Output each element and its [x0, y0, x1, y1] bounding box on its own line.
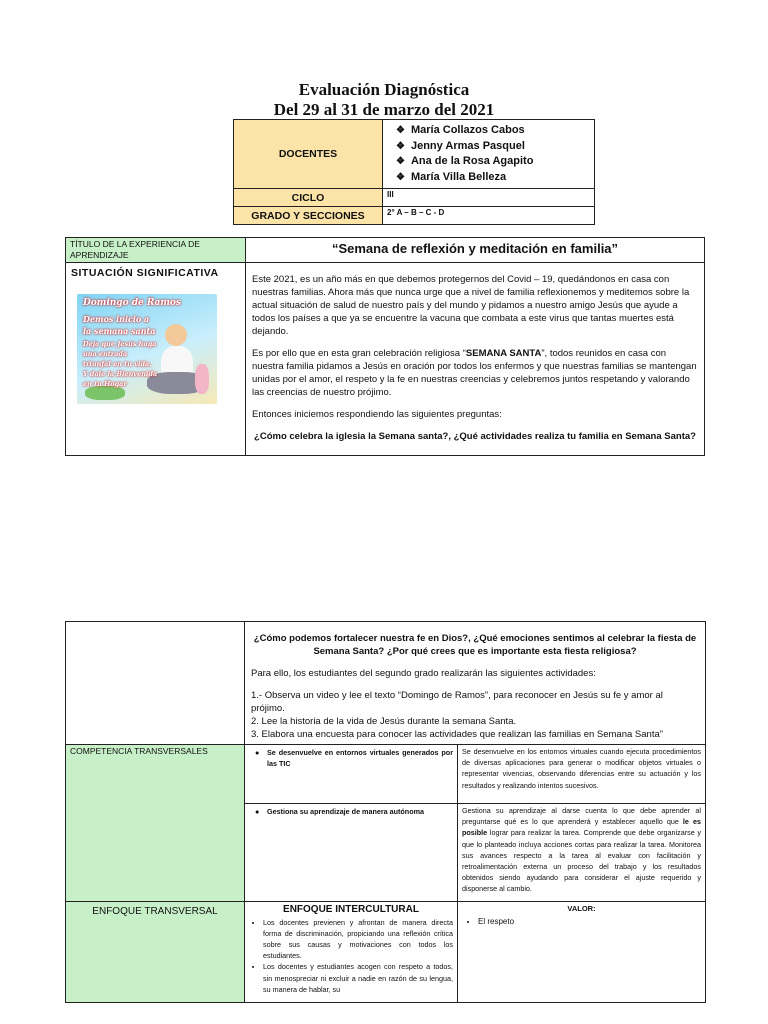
questions-2: ¿Cómo podemos fortalecer nuestra fe en Dios?, ¿Qué emociones sentimos al celebrar la fiesta de Semana Santa? ¿Por qué crees que es importante esta fiesta religiosa?	[253, 633, 697, 657]
enfoque-cell	[245, 901, 458, 1003]
activity-3: 3. Elabora una encuesta para conocer las actividades que realizan las familias en Semana Santa”	[251, 729, 663, 740]
enfoque-label: ENFOQUE TRANSVERSAL	[66, 901, 245, 1003]
grado-label: GRADO Y SECCIONES	[234, 207, 383, 225]
grado-value: 2° A – B – C - D	[383, 207, 595, 225]
valor-cell	[458, 901, 706, 1003]
bullet-icon: ❖	[396, 125, 405, 136]
ciclo-label: CICLO	[234, 189, 383, 207]
activities-intro: Para ello, los estudiantes del segundo grado realizarán las siguientes actividades:	[251, 668, 596, 679]
domingo-de-ramos-image	[77, 294, 217, 404]
situacion-text-cell	[246, 263, 705, 456]
header-table	[233, 119, 595, 225]
valor-item: • El respeto	[478, 917, 701, 926]
enfoque-item: • Los docentes previenen y afrontan de manera directa forma de discriminación, propiciando una reflexión crítica sobre sus causas y motivaciones con todos los estudiantes.	[263, 917, 453, 962]
image-caption-line: Y dale la Bienvenida	[83, 370, 158, 378]
palm-leaves	[85, 386, 125, 400]
activity-1: 1.- Observa un video y lee el texto “Domingo de Ramos”, para reconocer en Jesús su fe y amor al prójimo.	[251, 690, 663, 714]
experience-title: “Semana de reflexión y meditación en familia”	[246, 238, 705, 263]
image-caption-line: Demos inicio a	[83, 314, 150, 324]
enfoque-title: ENFOQUE INTERCULTURAL	[283, 903, 419, 915]
activities-table	[65, 621, 706, 1003]
situacion-paragraph-3: Entonces iniciemos respondiendo las siguientes preguntas:	[252, 409, 502, 420]
questions-1: ¿Cómo celebra la iglesia la Semana santa?, ¿Qué actividades realiza tu familia en Semana Santa?	[254, 431, 696, 442]
situacion-label: SITUACIÓN SIGNIFICATIVA	[71, 267, 219, 279]
docentes-list	[384, 121, 593, 187]
enfoque-item: • Los docentes y estudiantes acogen con respeto a todos, sin menospreciar ni excluir a nadie en razón de su lengua, su manera de hablar, su	[263, 961, 453, 995]
bullet-icon: ❖	[396, 171, 405, 183]
docentes-cell	[383, 120, 595, 189]
image-caption-line: Deja que Jesús haga	[83, 340, 157, 348]
experience-table	[65, 237, 705, 456]
docentes-label: DOCENTES	[234, 120, 383, 189]
docente-item: ❖ María Villa Belleza	[396, 170, 507, 183]
enfoque-list	[249, 917, 453, 995]
bullet-icon: ❖	[396, 156, 405, 167]
valor-list	[462, 917, 701, 926]
docente-item: ❖ Jenny Armas Pasquel	[396, 139, 525, 152]
document-title: Evaluación Diagnóstica	[298, 80, 470, 99]
valor-label: VALOR:	[567, 903, 596, 913]
competencia-2-cell	[245, 804, 458, 902]
docente-item: ❖ Ana de la Rosa Agapito	[396, 155, 534, 167]
situacion-paragraph-2: Es por ello que en esta gran celebración religiosa “SEMANA SANTA”, todos reunidos en casa con nuestra familia pidamos a Jesús en oración por todos los enfermos y que nuestras familias se mantengan unidas por el amor, el respeto y la fe en nuestras creencias y celebremos juntos respetando y valorando las creencias de nuestro prójimo.	[252, 348, 697, 398]
competencia-1-cell	[245, 745, 458, 804]
image-caption-line: Domingo de Ramos	[83, 298, 181, 308]
image-caption-line: triunfal en tu vida.	[83, 360, 152, 368]
document-subtitle: Del 29 al 31 de marzo del 2021	[273, 100, 495, 119]
image-caption-line: en tu Hogar	[83, 380, 127, 388]
competencia-2: ● Gestiona su aprendizaje de manera autónoma	[255, 807, 424, 816]
child-figure	[195, 364, 209, 394]
competencia-1-desc: Se desenvuelve en los entornos virtuales cuando ejecuta procedimientos de diversas aplicaciones para generar o modificar objetos virtuales o representar vivencias, observando diferencias entre su actuación y los resultados y realizando intentos sucesivos.	[458, 745, 706, 804]
image-caption-line: una entrada	[83, 350, 128, 358]
situacion-paragraph-1: Este 2021, es un año más en que debemos protegernos del Covid – 19, quedándonos en casa con nuestras familias. Ahora más que nunca urge que a nivel de familia reflexionemos y meditemos sobre la actual situación de salud de nuestro país y del mundo y pidamos a nuestro amigo Jesús que ayude a todos los países a que ya se encuentre la vacuna que combata a este virus que tantas muertes está dejando.	[252, 274, 690, 337]
situacion-cell	[66, 263, 246, 456]
ciclo-value: III	[383, 189, 595, 207]
competencia-label: COMPETENCIA TRANSVERSALES	[66, 745, 245, 902]
bullet-icon: ❖	[396, 140, 405, 152]
image-caption-line: la semana santa	[83, 326, 156, 336]
empty-cell	[66, 622, 245, 745]
title-label: TÍTULO DE LA EXPERIENCIA DE APRENDIZAJE	[66, 238, 246, 263]
competencia-1: ● Se desenvuelve en entornos virtuales generados por las TIC	[255, 748, 453, 769]
activities-cell	[245, 622, 706, 745]
docente-item: ❖ María Collazos Cabos	[396, 124, 525, 136]
jesus-figure	[165, 324, 187, 346]
activity-2: 2. Lee la historia de la vida de Jesús durante la semana Santa.	[251, 716, 517, 727]
competencia-2-desc: Gestiona su aprendizaje al darse cuenta lo que debe aprender al preguntarse qué es lo que aprenderá y establecer aquello que le es posible lograr para realizar la tarea. Comprende que debe organizarse y que lo planteado incluya acciones cortas para realizar la tarea. Monitorea sus avances respecto a la tarea al evaluar con facilitación y retroalimentación externa un proceso del trabajo y los resultados obtenidos siendo ayudando para considerar el ajuste requerido y disponerse al cambio.	[458, 804, 706, 902]
